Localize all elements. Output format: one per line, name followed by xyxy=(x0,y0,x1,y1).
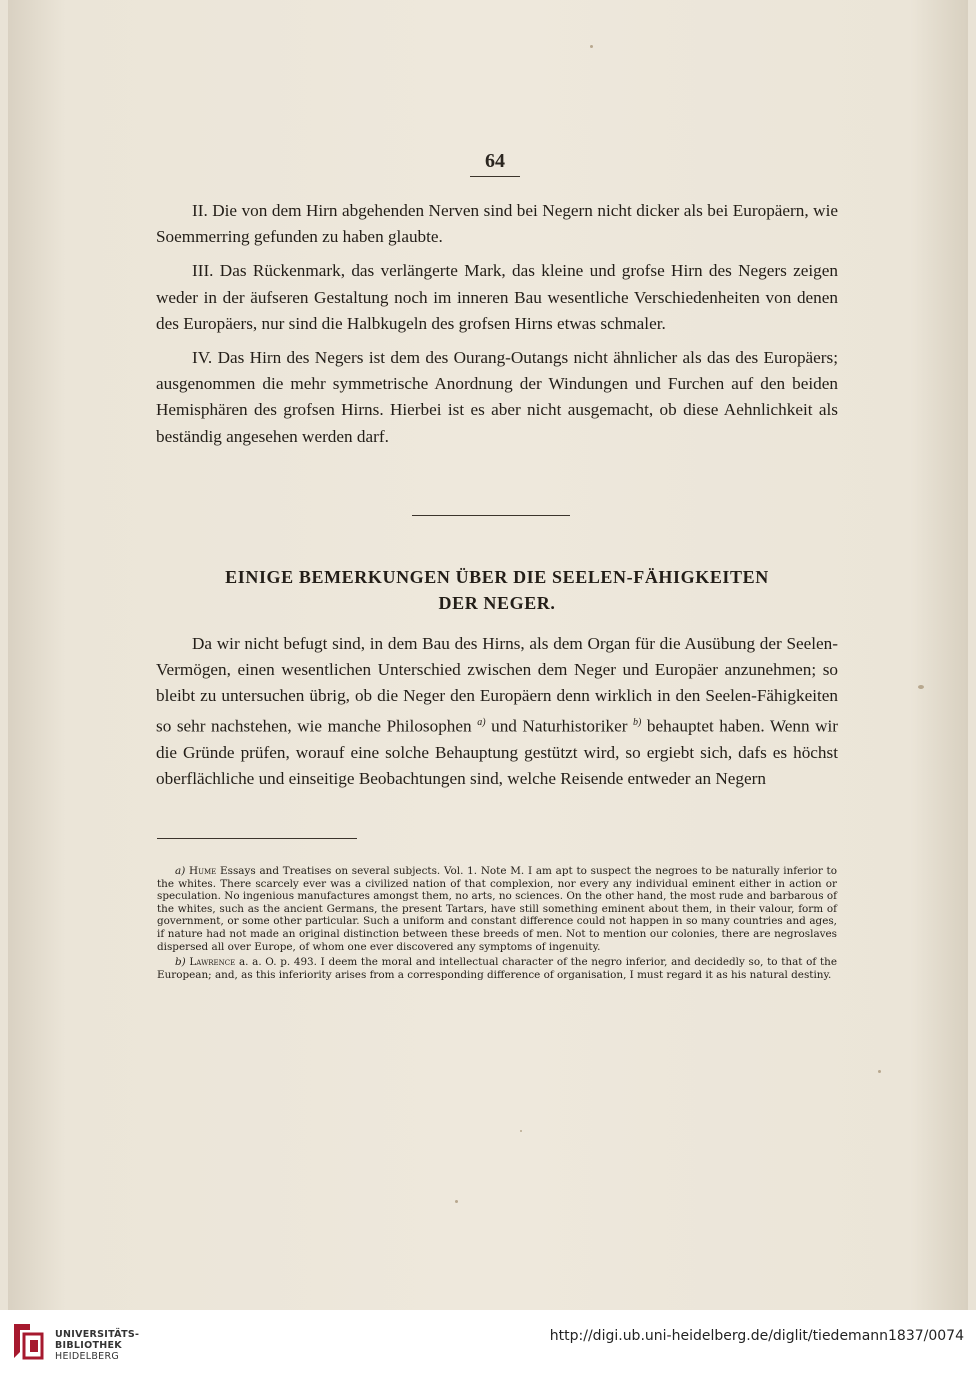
footnote-a-author: Hume xyxy=(189,865,217,877)
footnote-divider xyxy=(157,838,357,839)
footnote-b xyxy=(157,956,837,981)
footnotes xyxy=(157,865,837,984)
library-name[interactable] xyxy=(55,1329,139,1362)
paper-speck xyxy=(878,1070,881,1073)
footnote-a xyxy=(157,865,837,953)
library-name-line2: BIBLIOTHEK xyxy=(55,1340,122,1351)
paragraph-iii: III. Das Rückenmark, das verlängerte Mark, das kleine und grofse Hirn des Negers zeigen weder in der äufseren Gestaltung noch im inneren Bau wesentliche Verschiedenheiten von denen des Europäers, nur sind die Halbkugeln des grofsen Hirns etwas schmaler. xyxy=(156,261,838,333)
footnote-a-text: Essays and Treatises on several subjects. Vol. 1. Note M. I am apt to suspect the negroes to be naturally inferior to the whites. There scarcely ever was a civilized nation of that complexion, nor every any individual eminent either in action or speculation. No ingenious manufactures amongst them, no arts, no sciences. On the other hand, the most rude and barbarous of the whites, such as the ancient Germans, the present Tartars, have still something eminent about them, in their valour, form of government, or some other particular. Such a uniform and constant difference could not happen in so many countries and ages, if nature had not made an original distinction between these breeds of men. Not to mention our colonies, there are negroslaves dispersed all over Europe, of whom one ever discovered any symptoms of ingenuity. xyxy=(157,865,837,953)
footnote-ref-a[interactable]: a) xyxy=(477,716,486,728)
paragraph-iv: IV. Das Hirn des Negers ist dem des Ourang-Outangs nicht ähnlicher als das des Europäers; ausgenommen die mehr symmetrische Anordnung der Windungen und Furchen auf den beiden Hemisphären des grofsen Hirns. Hierbei ist es aber nicht ausgemacht, ob diese Aehnlichkeit als beständig angesehen werden darf. xyxy=(156,348,838,446)
footnote-b-label: b) xyxy=(175,956,186,969)
library-name-line3: HEIDELBERG xyxy=(55,1351,120,1362)
university-library-logo-icon[interactable] xyxy=(12,1322,48,1360)
page-url-link[interactable]: http://digi.ub.uni-heidelberg.de/diglit/tiedemann1837/0074 xyxy=(549,1328,964,1344)
section-heading xyxy=(156,564,838,616)
page-number: 64 xyxy=(485,150,505,172)
paper-speck xyxy=(455,1200,458,1203)
section-heading-line1: EINIGE BEMERKUNGEN ÜBER DIE SEELEN-FÄHIGKEITEN xyxy=(225,567,769,587)
section-paragraph xyxy=(156,631,838,792)
page-number-underline xyxy=(470,176,520,177)
paper-speck xyxy=(918,685,924,689)
text-block-section xyxy=(156,631,838,800)
paper-speck xyxy=(590,45,593,48)
footnote-b-text: a. a. O. p. 493. I deem the moral and intellectual character of the negro inferior, and decidedly so, to that of the European; and, as this inferiority arises from a corresponding difference of organisation, I must regard it as his natural destiny. xyxy=(157,956,837,981)
section-divider xyxy=(412,515,570,516)
paper-speck xyxy=(520,1130,522,1132)
footnote-ref-b[interactable]: b) xyxy=(633,716,642,728)
library-name-line1: UNIVERSITÄTS- xyxy=(55,1329,140,1340)
section-paragraph-part1: Da wir nicht befugt sind, in dem Bau des Hirns, als dem Organ für die Ausübung der Seelen-Vermögen, einen wesentlichen Unterschied zwischen dem Neger und Europäer anzunehmen; so bleibt zu untersuchen übrig, ob die Neger den Europäern denn wirklich in den Seelen-Fähigkeiten so sehr nachstehen, wie manche Philosophen xyxy=(156,634,838,736)
section-paragraph-part2: und Naturhistoriker xyxy=(491,716,628,736)
footnote-b-author: Lawrence xyxy=(189,956,236,969)
footnote-a-label: a) xyxy=(175,865,186,877)
paragraph-ii: II. Die von dem Hirn abgehenden Nerven sind bei Negern nicht dicker als bei Europäern, wie Soemmerring gefunden zu haben glaubte. xyxy=(156,201,838,247)
section-paragraph-part3: behauptet haben. Wenn wir die Gründe prüfen, worauf eine solche Behauptung gestützt wird, so ergiebt sich, dafs es höchst oberflächliche und einseitige Beobachtungen sind, welche Reisende entweder an Negern xyxy=(156,716,839,788)
section-heading-line2: DER NEGER. xyxy=(438,593,556,613)
viewer-footer xyxy=(0,1310,976,1385)
text-block-top xyxy=(156,198,838,458)
